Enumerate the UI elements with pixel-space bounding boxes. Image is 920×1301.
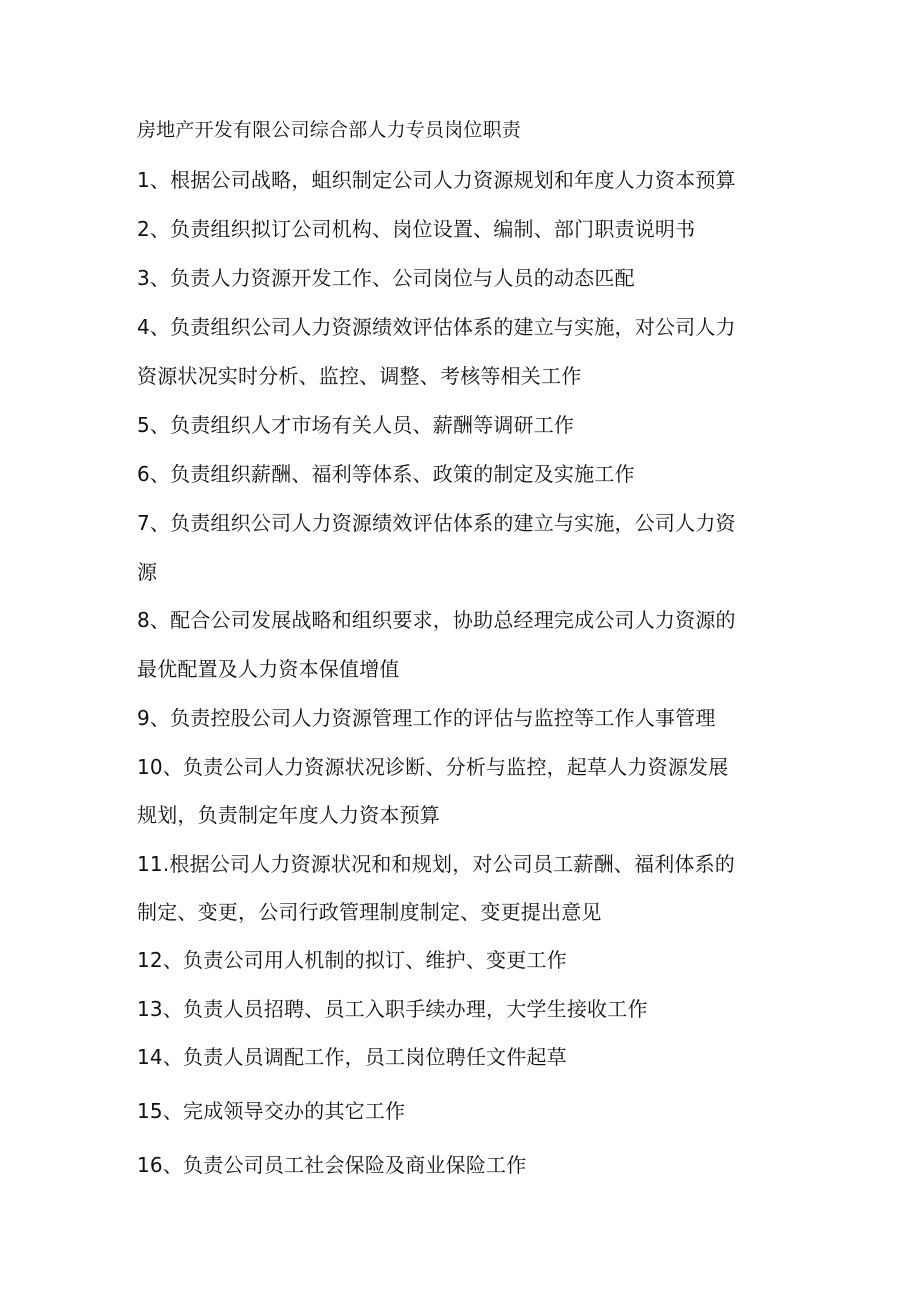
duty-line: 最优配置及人力资本保值增值 [137, 657, 400, 681]
duty-line: 16、负责公司员工社会保险及商业保险工作 [137, 1153, 527, 1177]
duty-line: 4、负责组织公司人力资源绩效评估体系的建立与实施，对公司人力 [137, 315, 736, 339]
duty-line: 15、完成领导交办的其它工作 [137, 1099, 406, 1123]
duty-line: 9、负责控股公司人力资源管理工作的评估与监控等工作人事管理 [137, 706, 716, 730]
duty-line: 12、负责公司用人机制的拟订、维护、变更工作 [137, 948, 567, 972]
duty-line: 11.根据公司人力资源状况和和规划，对公司员工薪酬、福利体系的 [137, 852, 736, 876]
duty-line: 规划，负责制定年度人力资本预算 [137, 803, 440, 827]
duty-line: 5、负责组织人才市场有关人员、薪酬等调研工作 [137, 413, 575, 437]
duty-line: 3、负责人力资源开发工作、公司岗位与人员的动态匹配 [137, 266, 635, 290]
duty-line: 14、负责人员调配工作，员工岗位聘任文件起草 [137, 1045, 567, 1069]
duty-line: 13、负责人员招聘、员工入职手续办理，大学生接收工作 [137, 997, 648, 1021]
duty-line: 1、根据公司战略，蛆织制定公司人力资源规划和年度人力资本预算 [137, 168, 736, 192]
duty-line: 8、配合公司发展战略和组织要求，协助总经理完成公司人力资源的 [137, 608, 736, 632]
duty-line: 资源状况实时分析、监控、调整、考核等相关工作 [137, 364, 582, 388]
duty-line: 7、负责组织公司人力资源绩效评估体系的建立与实施，公司人力资 [137, 511, 736, 535]
duty-line: 源 [137, 560, 158, 584]
duty-line: 10、负责公司人力资源状况诊断、分析与监控，起草人力资源发展 [137, 755, 729, 779]
duty-line: 2、负责组织拟订公司机构、岗位设置、编制、部门职责说明书 [137, 217, 696, 241]
duty-line: 6、负责组织薪酬、福利等体系、政策的制定及实施工作 [137, 462, 635, 486]
duty-line: 制定、变更，公司行政管理制度制定、变更提出意见 [137, 900, 602, 924]
document-title: 房地产开发有限公司综合部人力专员岗位职责 [137, 119, 522, 141]
